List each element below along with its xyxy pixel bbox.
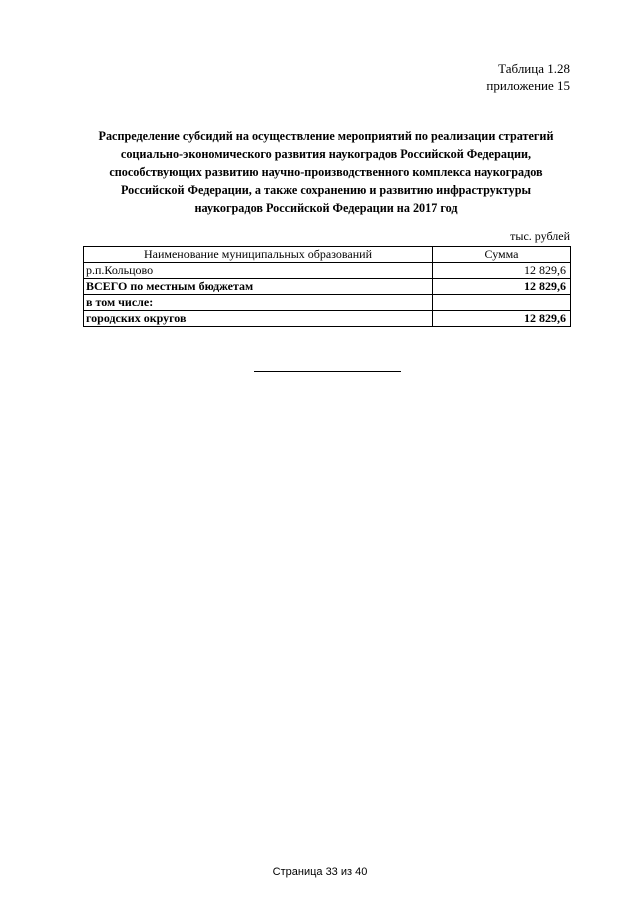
row-name: р.п.Кольцово (84, 263, 433, 279)
column-header-sum: Сумма (433, 247, 571, 263)
row-sum: 12 829,6 (433, 311, 571, 327)
title-line: Российской Федерации, а также сохранению и развитию инфраструктуры (120, 183, 532, 197)
appendix-number: приложение 15 (486, 78, 570, 93)
subsidy-table (83, 246, 571, 327)
separator-line (254, 371, 401, 372)
title-line: социально-экономического развития наукоградов Российской Федерации, (120, 147, 532, 161)
units-label: тыс. рублей (510, 229, 570, 243)
table-row-including (84, 295, 571, 311)
table-reference (486, 60, 570, 94)
table-header-row (84, 247, 571, 263)
title-line: способствующих развитию научно-производственного комплекса наукоградов (109, 165, 543, 179)
column-header-name: Наименование муниципальных образований (84, 247, 433, 263)
document-title (80, 127, 572, 217)
title-line: наукоградов Российской Федерации на 2017 год (194, 201, 458, 215)
table-row-urban-districts (84, 311, 571, 327)
title-line: Распределение субсидий на осуществление мероприятий по реализации стратегий (98, 129, 554, 143)
table-row-total (84, 279, 571, 295)
row-name: городских округов (84, 311, 433, 327)
row-sum: 12 829,6 (433, 263, 571, 279)
row-name: в том числе: (84, 295, 433, 311)
row-name: ВСЕГО по местным бюджетам (84, 279, 433, 295)
page-number: Страница 33 из 40 (272, 866, 368, 878)
table-number: Таблица 1.28 (498, 61, 570, 76)
table-row (84, 263, 571, 279)
row-sum (433, 295, 571, 311)
row-sum: 12 829,6 (433, 279, 571, 295)
